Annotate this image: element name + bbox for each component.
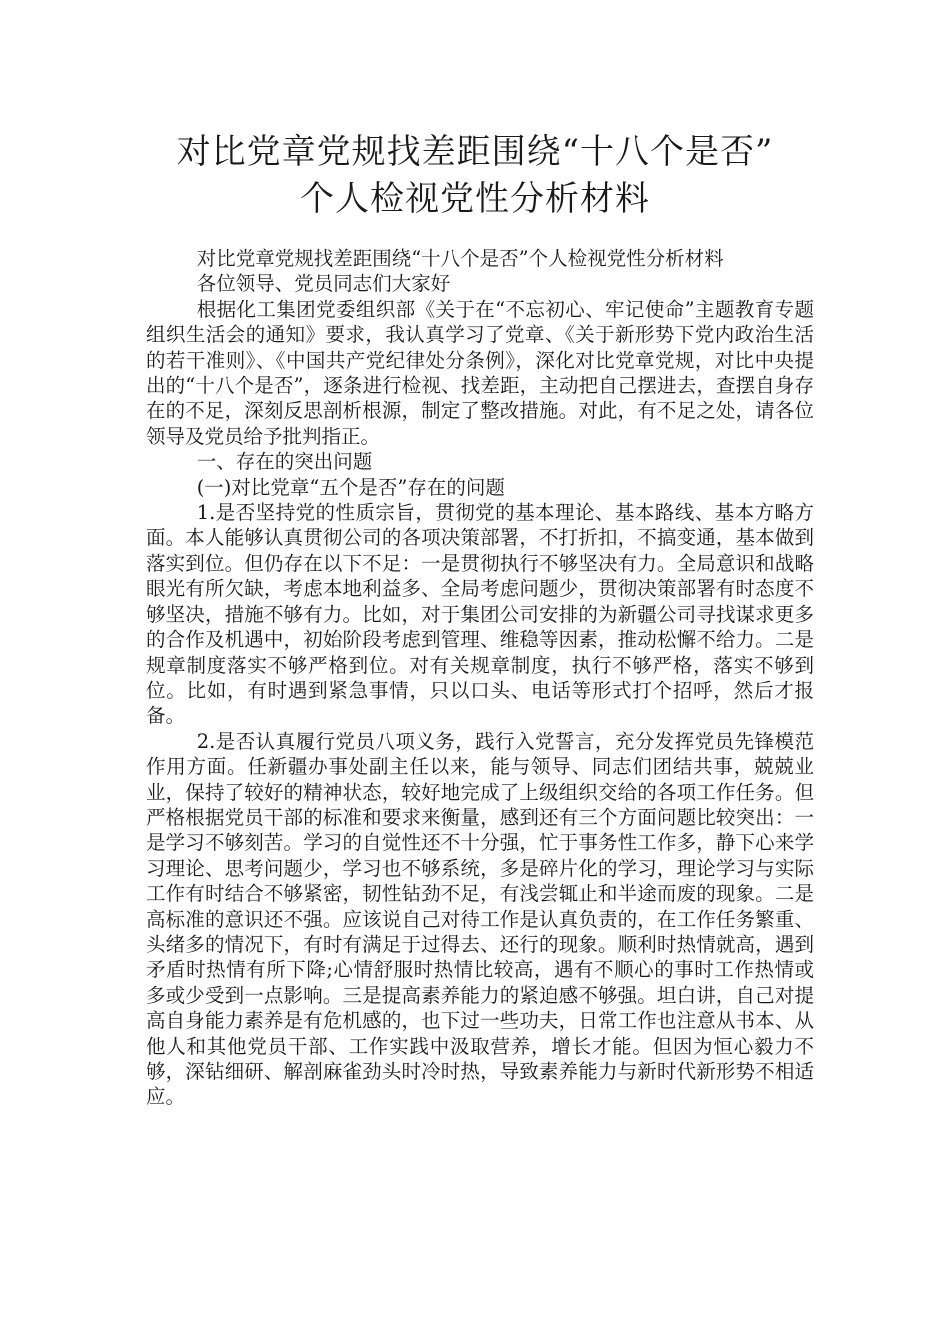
section-heading-1: 一、存在的突出问题 <box>196 450 373 474</box>
intro-title-repeat: 对比党章党规找差距围绕“十八个是否”个人检视党性分析材料 <box>196 247 724 270</box>
subsection-heading-1: (一)对比党章“五个是否”存在的问题 <box>196 475 505 499</box>
salutation: 各位领导、党员同志们大家好 <box>196 272 451 296</box>
item-paragraph-1: 1.是否坚持党的性质宗旨，贯彻党的基本理论、基本路线、基本方略方面。本人能够认真贯彻公司的各项决策部署，不打折扣，不搞变通，基本做到落实到位。但仍存在以下不足：一是贯彻执行不够坚决有力。全局意识和战略眼光有所欠缺，考虑本地利益多、全局考虑问题少，贯彻决策部署有时态度不够坚决，措施不够有力。比如，对于集团公司安排的为新疆公司寻找谋求更多的合作及机遇中，初始阶段考虑到管理、维稳等因素，推动松懈不给力。二是规章制度落实不够严格到位。对有关规章制度，执行不够严格，落实不够到位。比如，有时遇到紧急事情，只以口头、电话等形式打个招呼，然后才报备。 <box>146 501 814 728</box>
opening-paragraph: 根据化工集团党委组织部《关于在“不忘初心、牢记使命”主题教育专题组织生活会的通知》要求，我认真学习了党章、《关于新形势下党内政治生活的若干准则》、《中国共产党纪律处分条例》，深化对比党章党规，对比中央提出的“十八个是否”，逐条进行检视、找差距，主动把自己摆进去，查摆自身存在的不足，深刻反思剖析根源，制定了整改措施。对此，有不足之处，请各位领导及党员给予批判指正。 <box>146 297 814 448</box>
document-title-line-2: 个人检视党性分析材料 <box>300 179 650 219</box>
document-title-line-1: 对比党章党规找差距围绕“十八个是否” <box>176 132 774 172</box>
document-body <box>146 246 814 1110</box>
item-paragraph-2: 2.是否认真履行党员八项义务，践行入党誓言，充分发挥党员先锋模范作用方面。任新疆办事处副主任以来，能与领导、同志们团结共事，兢兢业业，保持了较好的精神状态，较好地完成了上级组织交给的各项工作任务。但严格根据党员干部的标准和要求来衡量，感到还有三个方面问题比较突出：一是学习不够刻苦。学习的自觉性还不十分强，忙于事务性工作多，静下心来学习理论、思考问题少，学习也不够系统，多是碎片化的学习，理论学习与实际工作有时结合不够紧密，韧性钻劲不足，有浅尝辄止和半途而废的现象。二是高标准的意识还不强。应该说自己对待工作是认真负责的，在工作任务繁重、头绪多的情况下，有时有满足于过得去、还行的现象。顺利时热情就高，遇到矛盾时热情有所下降;心情舒服时热情比较高，遇有不顺心的事时工作热情或多或少受到一点影响。三是提高素养能力的紧迫感不够强。坦白讲，自己对提高自身能力素养是有危机感的，也下过一些功夫，日常工作也注意从书本、从他人和其他党员干部、工作实践中汲取营养，增长才能。但因为恒心毅力不够，深钻细研、解剖麻雀劲头时冷时热，导致素养能力与新时代新形势不相适应。 <box>146 729 814 1109</box>
